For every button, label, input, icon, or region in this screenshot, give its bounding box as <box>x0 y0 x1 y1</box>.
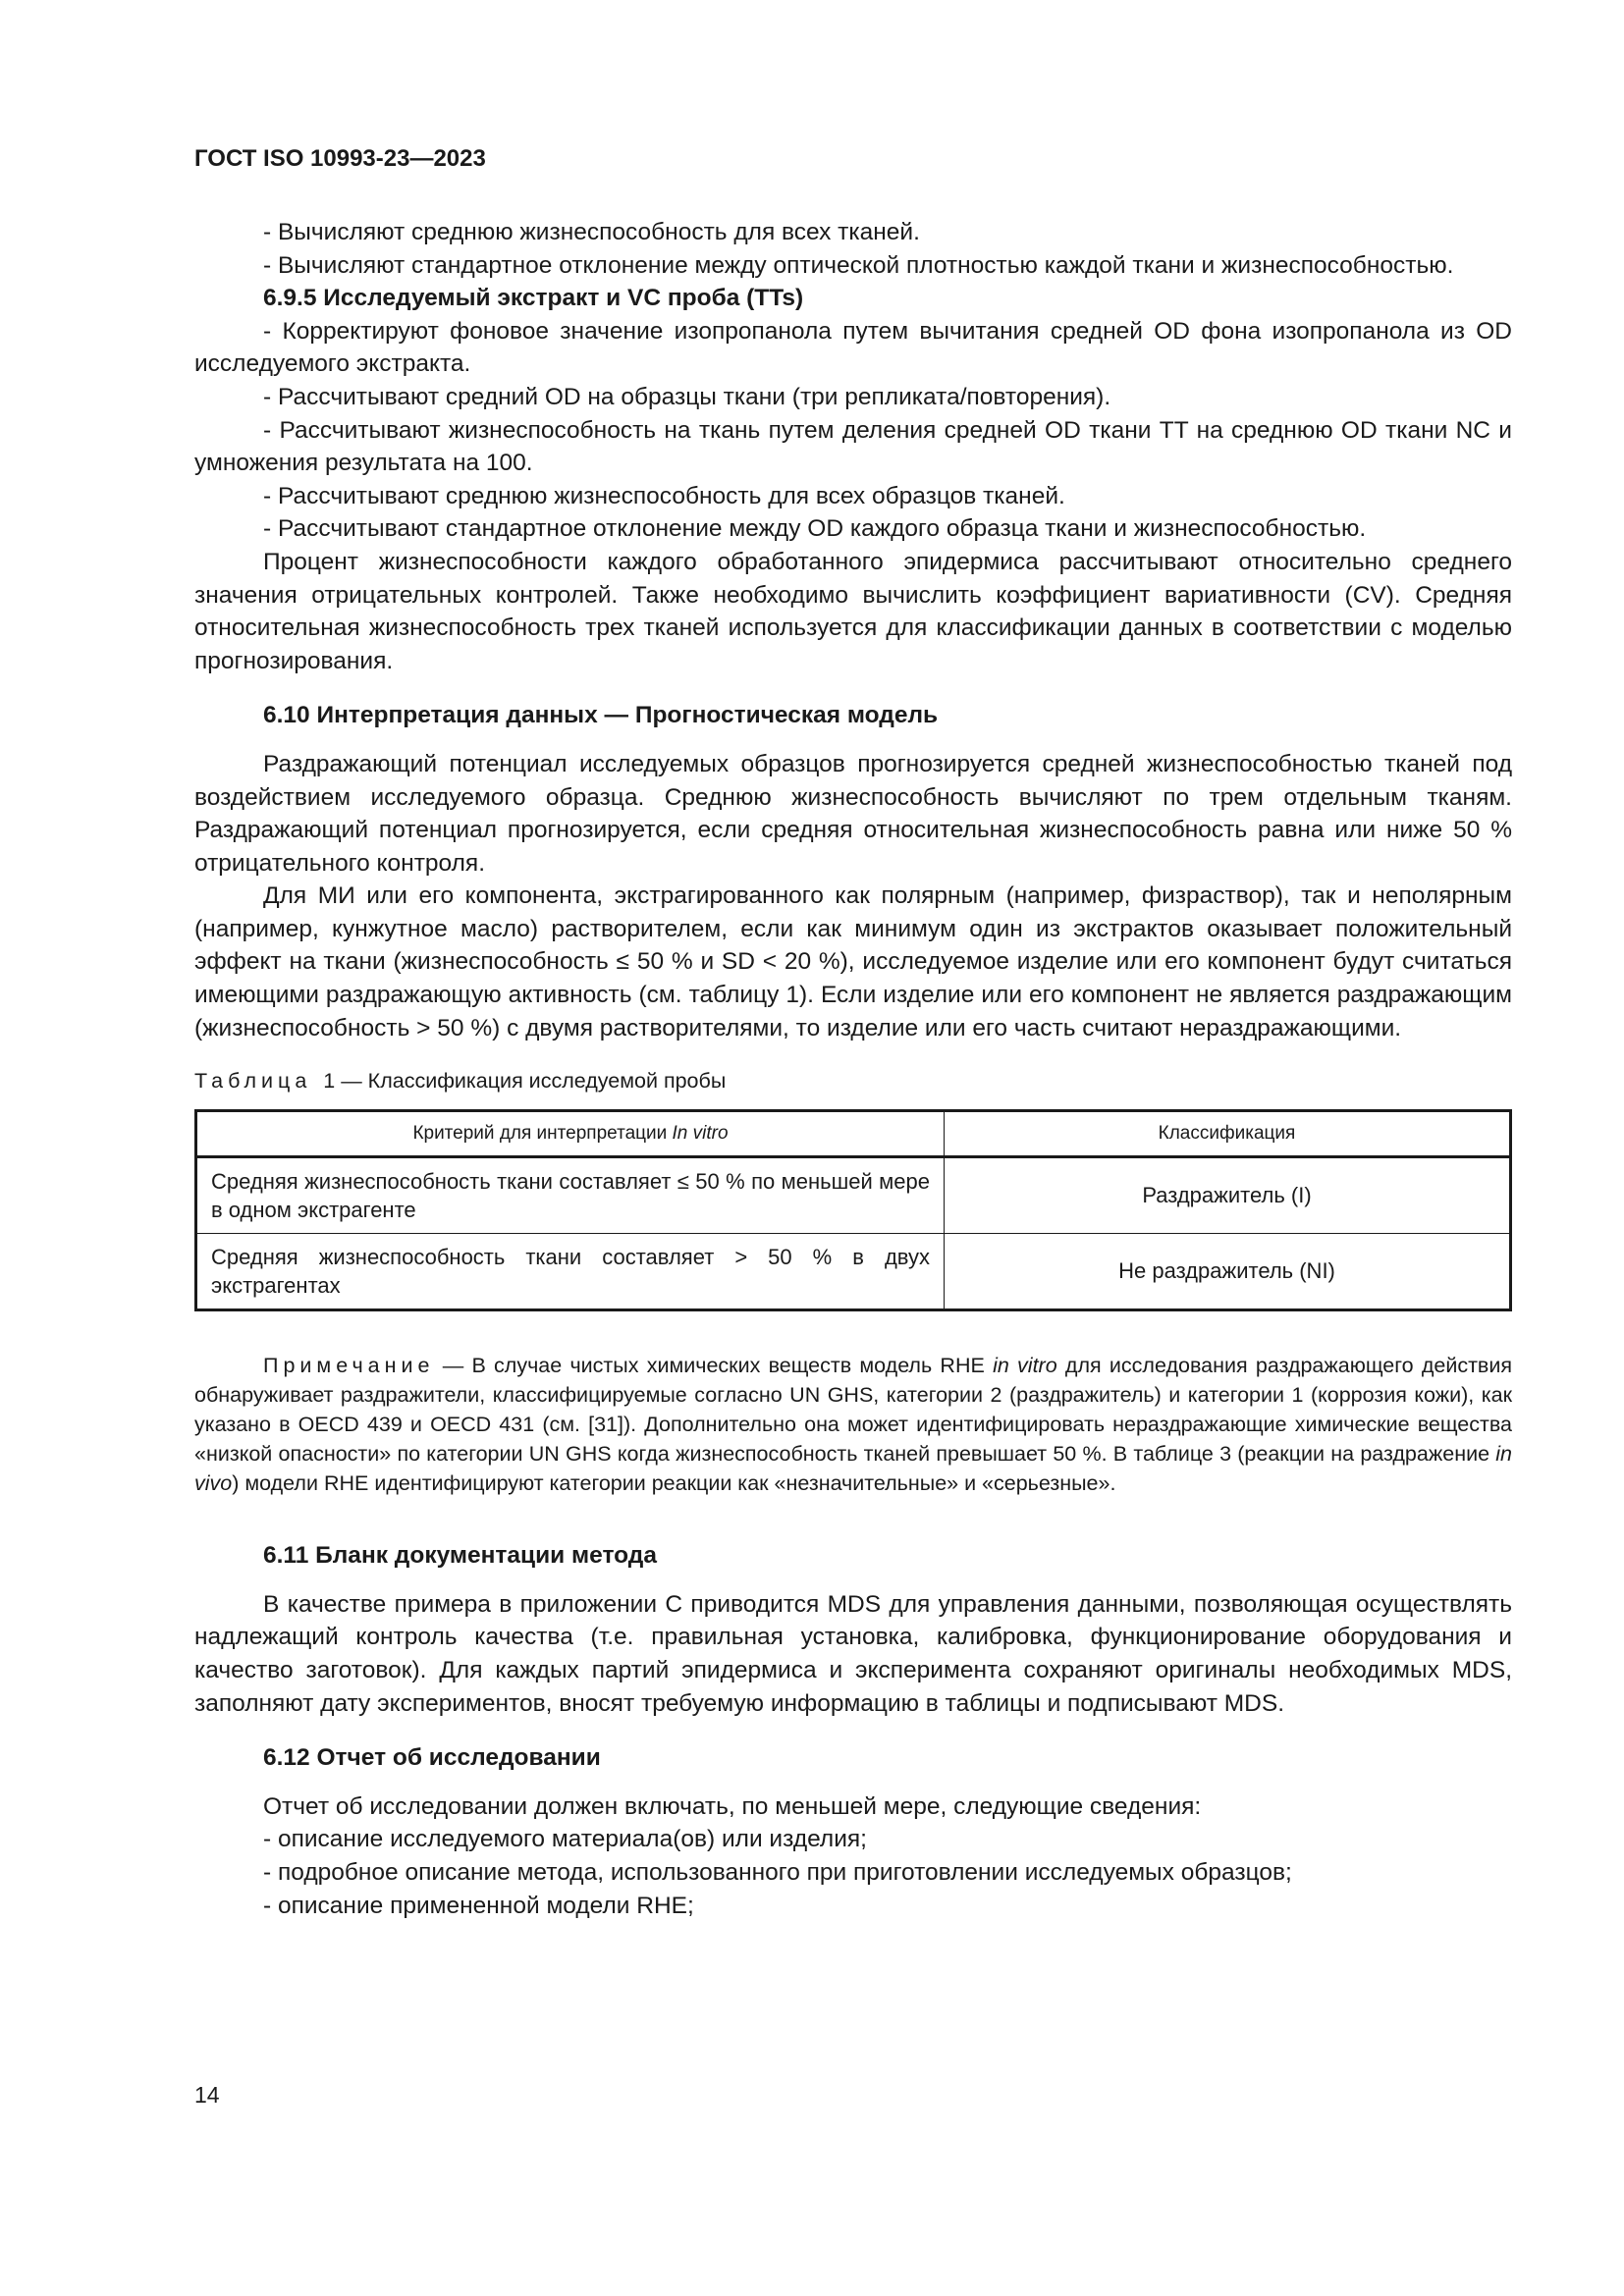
paragraph: Процент жизнеспособности каждого обработанного эпидермиса рассчитывают относительно среднего значения отрицательных контролей. Также необходимо вычислить коэффициент вариативности (CV). Средняя относительная жизнеспособность трех тканей используется для классификации данных в соответствии с моделью прогнозирования. <box>194 548 1512 674</box>
list-item: - Рассчитывают стандартное отклонение между OD каждого образца ткани и жизнеспособностью. <box>263 515 1367 543</box>
table-caption <box>194 1066 1512 1095</box>
list-item: - Рассчитывают средний OD на образцы ткани (три репликата/повторения). <box>263 383 1111 410</box>
table-row <box>196 1234 1511 1310</box>
section-heading-6-9-5: 6.9.5 Исследуемый экстракт и VC проба (TTs) <box>263 285 804 312</box>
document-page <box>194 145 1512 1922</box>
column-header-classification: Классификация <box>945 1111 1511 1157</box>
list-item: - Корректируют фоновое значение изопропанола путем вычитания средней OD фона изопропанола из OD исследуемого экстракта. <box>194 317 1512 378</box>
table-cell-classification: Раздражитель (I) <box>945 1157 1511 1234</box>
list-item: - Рассчитывают среднюю жизнеспособность для всех образцов тканей. <box>263 482 1065 509</box>
list-item: - Вычисляют стандартное отклонение между оптической плотностью каждой ткани и жизнеспособностью. <box>263 251 1454 279</box>
section-heading-6-11: 6.11 Бланк документации метода <box>263 1542 657 1570</box>
table-label: Таблица <box>194 1069 312 1094</box>
list-item: - подробное описание метода, использованного при приготовлении исследуемых образцов; <box>263 1859 1292 1886</box>
list-item: - Рассчитывают жизнеспособность на ткань путем деления средней OD ткани TT на среднюю OD ткани NC и умножения результата на 100. <box>194 416 1512 477</box>
section-heading-6-12: 6.12 Отчет об исследовании <box>263 1744 601 1772</box>
list-item: - Вычисляют среднюю жизнеспособность для всех тканей. <box>263 219 920 245</box>
section-heading-6-10: 6.10 Интерпретация данных — Прогностическая модель <box>263 702 939 729</box>
classification-table <box>194 1109 1512 1311</box>
document-header: ГОСТ ISO 10993-23—2023 <box>194 145 486 172</box>
table-cell-criteria: Средняя жизнеспособность ткани составляет > 50 % в двух экстрагентах <box>196 1234 945 1310</box>
table-cell-criteria: Средняя жизнеспособность ткани составляет ≤ 50 % по меньшей мере в одном экстрагенте <box>196 1157 945 1234</box>
column-header-criteria: Критерий для интерпретации In vitro <box>196 1111 945 1157</box>
table-title: 1 — Классификация исследуемой пробы <box>323 1069 727 1094</box>
list-item: - описание исследуемого материала(ов) или изделия; <box>263 1826 867 1853</box>
paragraph: Отчет об исследовании должен включать, по меньшей мере, следующие сведения: <box>263 1792 1202 1820</box>
page-number: 14 <box>194 2082 220 2108</box>
note-label: Примечание <box>263 1354 435 1378</box>
list-item: - описание примененной модели RHE; <box>263 1892 694 1919</box>
paragraph: В качестве примера в приложении C приводится MDS для управления данными, позволяющая осуществлять надлежащий контроль качества (т.е. правильная установка, калибровка, функционирование оборудования и качество заготовок). Для каждых партий эпидермиса и эксперимента сохраняют оригиналы необходимых MDS, заполняют дату экспериментов, вносят требуемую информацию в таблицы и подписывают MDS. <box>194 1590 1512 1717</box>
table-cell-classification: Не раздражитель (NI) <box>945 1234 1511 1310</box>
paragraph: Раздражающий потенциал исследуемых образцов прогнозируется средней жизнеспособностью тканей под воздействием исследуемого образца. Среднюю жизнеспособность вычисляют по трем отдельным тканям. Раздражающий потенциал прогнозируется, если средняя относительная жизнеспособность равна или ниже 50 % отрицательного контроля. <box>194 750 1512 877</box>
note: Примечание — В случае чистых химических веществ модель RHE in vitro для исследования раздражающего действия обнаруживает раздражители, классифицируемые согласно UN GHS, категории 2 (раздражитель) и категории 1 (коррозия кожи), как указано в OECD 439 и OECD 431 (см. [31]). Дополнительно она может идентифицировать нераздражающие химические вещества «низкой опасности» по категории UN GHS когда жизнеспособность тканей превышает 50 %. В таблице 3 (реакции на раздражение in vivo) модели RHE идентифицируют категории реакции как «незначительные» и «серьезные». <box>194 1354 1513 1496</box>
paragraph: Для МИ или его компонента, экстрагированного как полярным (например, физраствор), так и неполярным (например, кунжутное масло) растворителем, если как минимум один из экстрактов оказывает положительный эффект на ткани (жизнеспособность ≤ 50 % и SD < 20 %), исследуемое изделие или его компонент будут считаться имеющими раздражающую активность (см. таблицу 1). Если изделие или его компонент не является раздражающим (жизнеспособность > 50 %) с двумя растворителями, то изделие или его часть считают нераздражающими. <box>194 882 1512 1041</box>
table-row <box>196 1157 1511 1234</box>
